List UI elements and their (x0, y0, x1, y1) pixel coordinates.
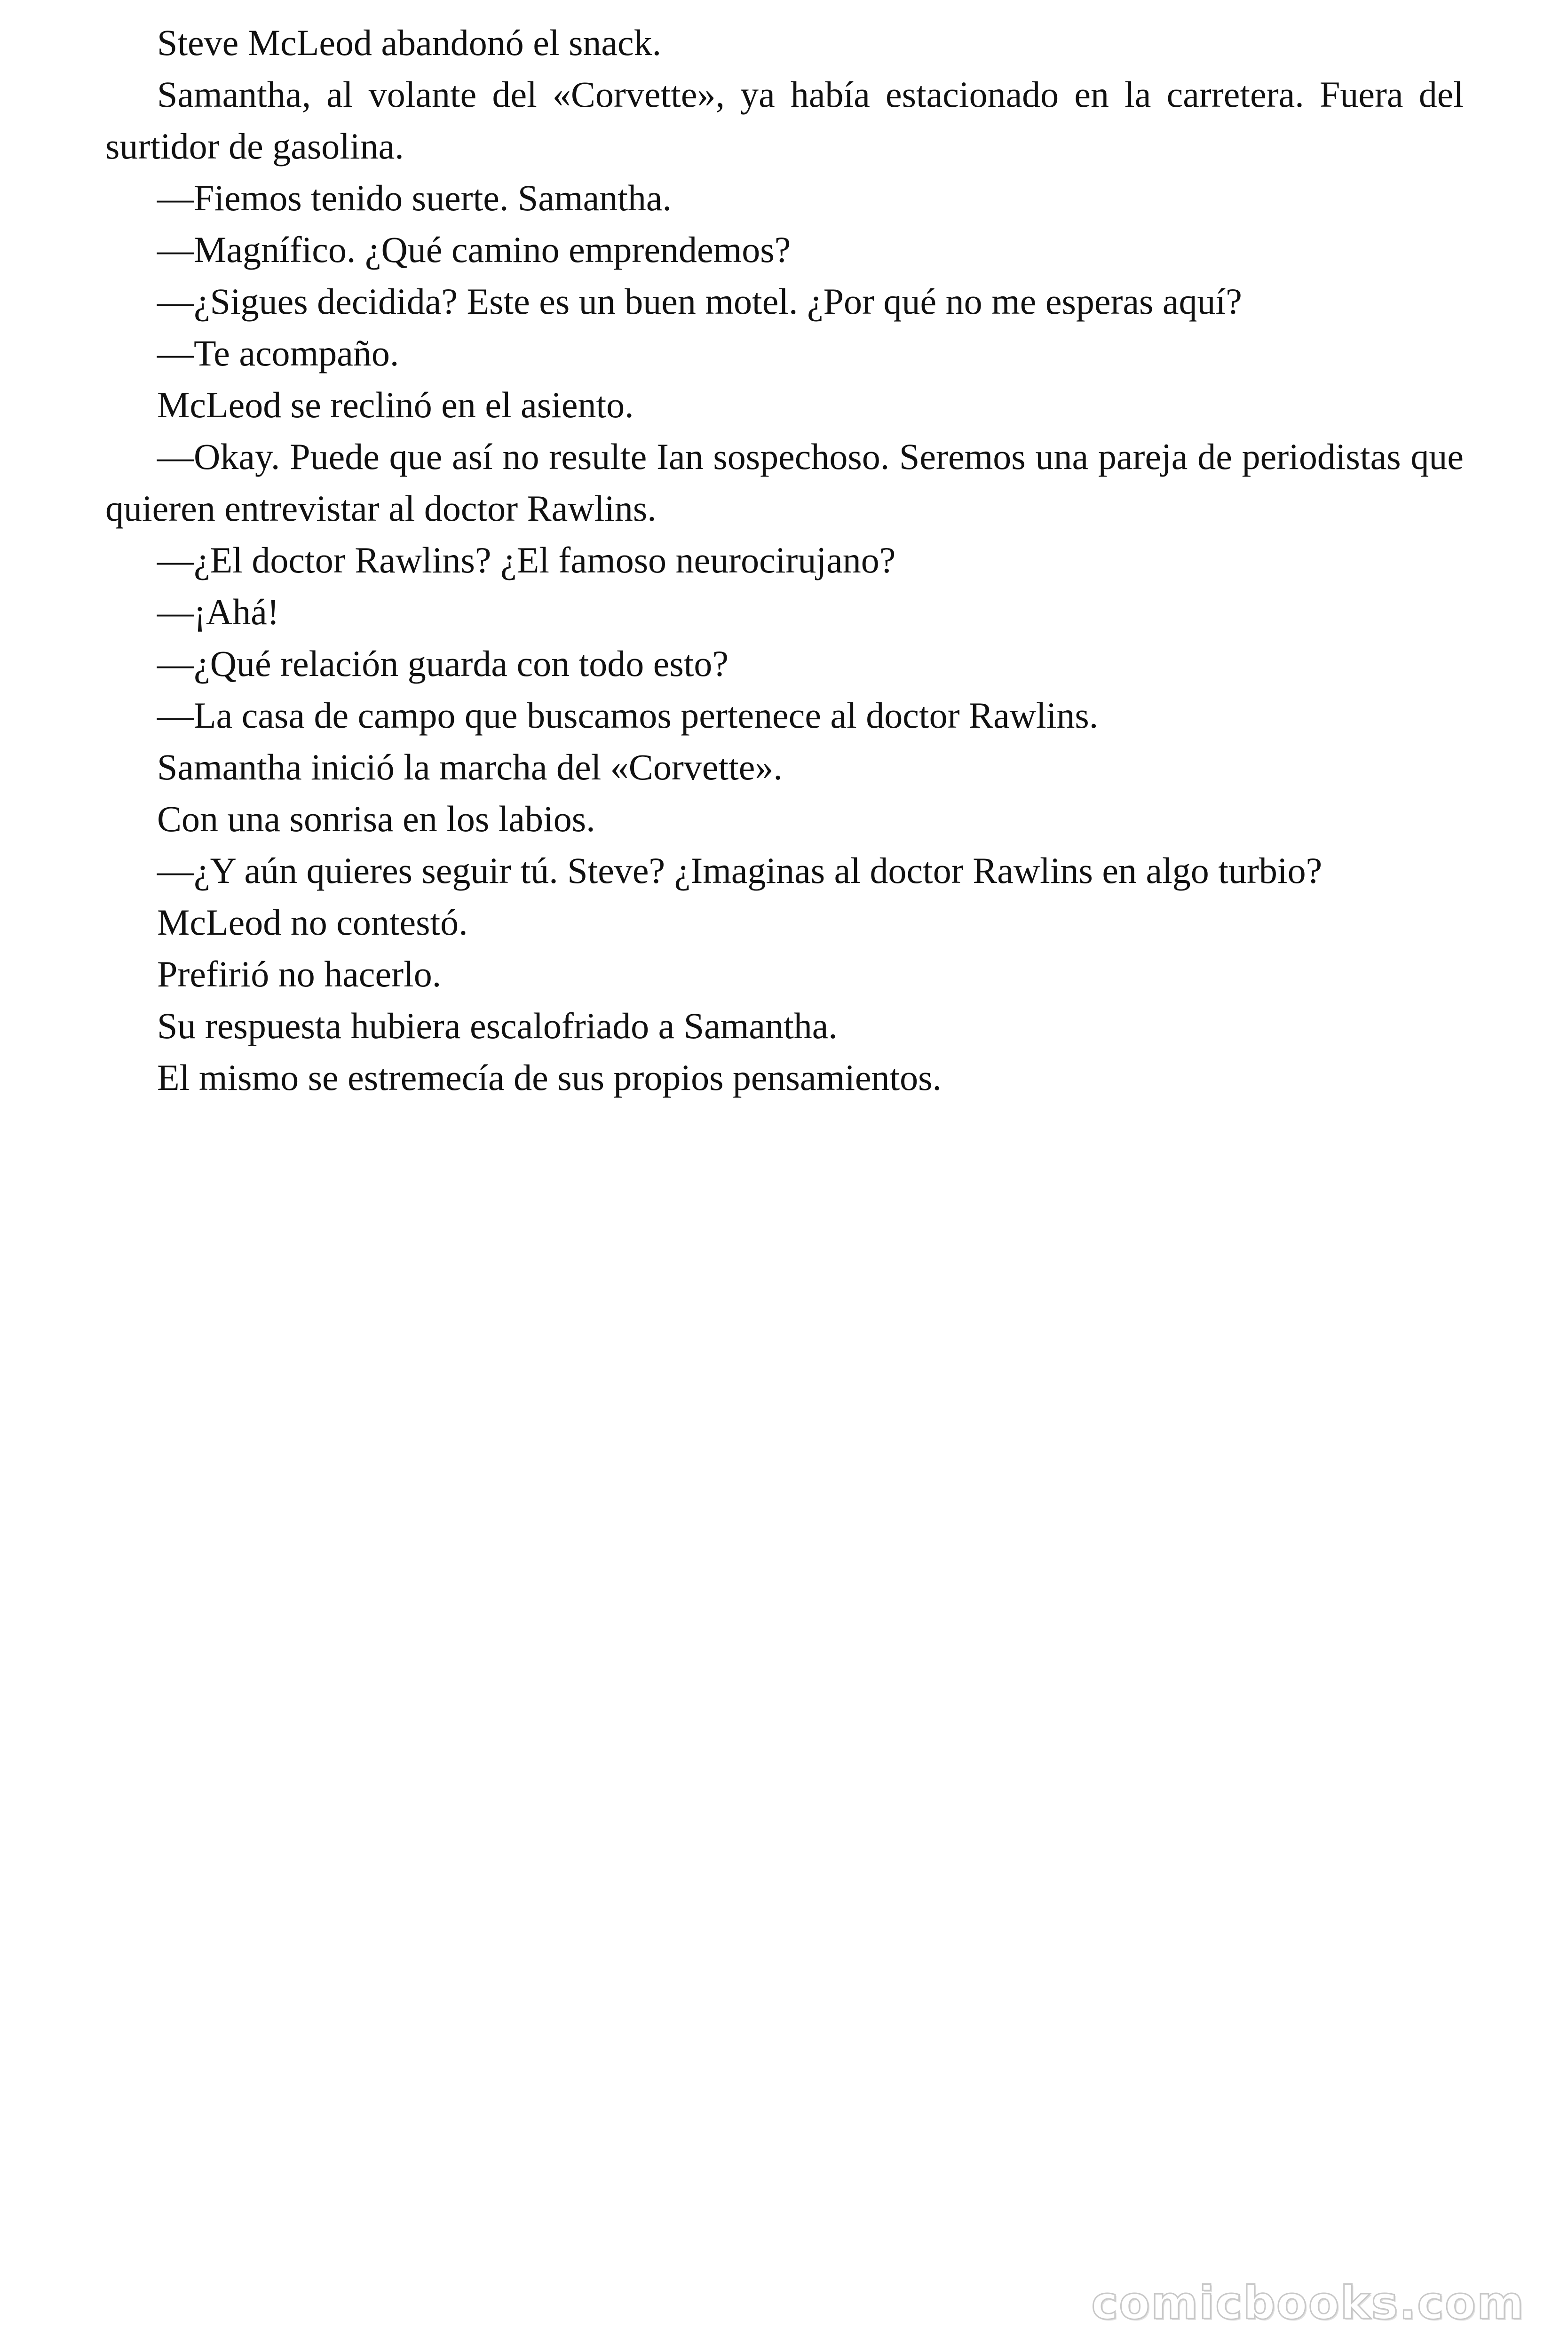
paragraph: —¡Ahá! (157, 591, 279, 632)
paragraph: —¿Y aún quieres seguir tú. Steve? ¿Imaginas al doctor Rawlins en algo turbio? (157, 850, 1323, 891)
paragraph: Samantha inició la marcha del «Corvette». (157, 747, 783, 787)
paragraph: Prefirió no hacerlo. (157, 954, 442, 994)
paragraph: —¿Sigues decidida? Este es un buen motel. ¿Por qué no me esperas aquí? (157, 281, 1242, 322)
paragraph: —Fiemos tenido suerte. Samantha. (157, 177, 672, 218)
paragraph: Samantha, al volante del «Corvette», ya había estacionado en la carretera. Fuera del surtidor de gasolina. (105, 74, 1464, 167)
paragraph: —¿El doctor Rawlins? ¿El famoso neurocirujano? (157, 540, 896, 580)
paragraph: —La casa de campo que buscamos pertenece al doctor Rawlins. (157, 695, 1099, 736)
paragraph: McLeod se reclinó en el asiento. (157, 384, 634, 425)
paragraph: Con una sonrisa en los labios. (157, 798, 595, 839)
paragraph: El mismo se estremecía de sus propios pensamientos. (157, 1057, 942, 1098)
paragraph: —¿Qué relación guarda con todo esto? (157, 643, 729, 684)
page-text (105, 17, 1464, 1104)
paragraph: Steve McLeod abandonó el snack. (157, 22, 662, 63)
paragraph: —Te acompaño. (157, 333, 399, 373)
paragraph: —Magnífico. ¿Qué camino emprendemos? (157, 229, 791, 270)
paragraph: McLeod no contestó. (157, 902, 468, 943)
watermark: comicbooks.com (1091, 2277, 1525, 2329)
paragraph: —Okay. Puede que así no resulte Ian sospechoso. Seremos una pareja de periodistas que quieren entrevistar al doctor Rawlins. (105, 436, 1464, 529)
paragraph: Su respuesta hubiera escalofriado a Samantha. (157, 1005, 838, 1046)
